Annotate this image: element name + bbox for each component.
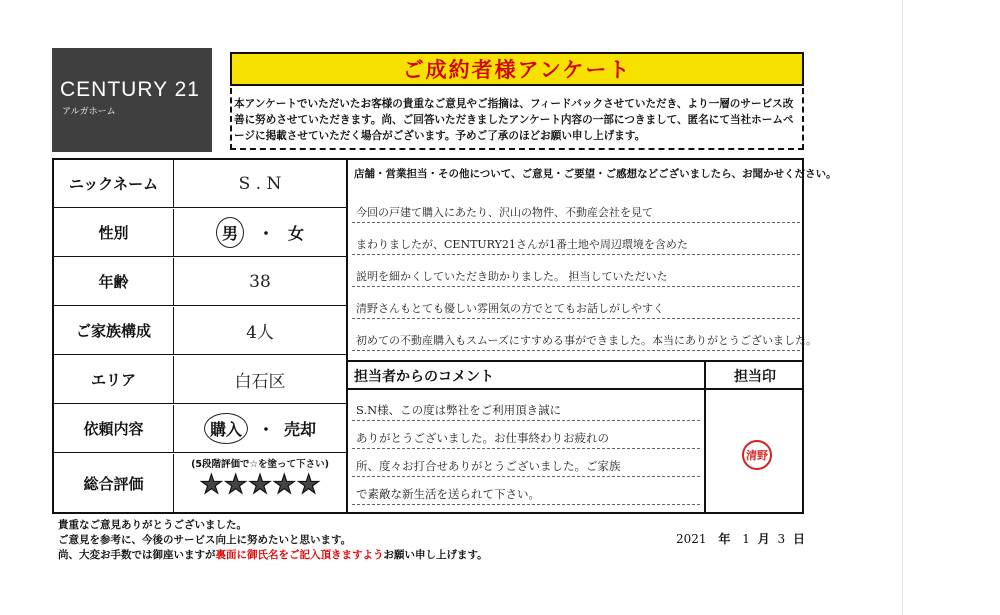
footer-line-3a: 尚、大変お手数では御座いますが bbox=[58, 549, 216, 561]
request-options bbox=[174, 405, 346, 452]
comment-ruled-line bbox=[352, 448, 700, 449]
staff-comment-heading: 担当者からのコメント bbox=[354, 369, 494, 385]
date-month-unit: 月 bbox=[757, 532, 770, 546]
feedback-ruled-line bbox=[352, 222, 800, 223]
footer-line-3 bbox=[58, 548, 488, 563]
rating-cell bbox=[174, 454, 346, 514]
footer-line-3b: お願い申し上げます。 bbox=[383, 549, 488, 561]
feedback-ruled-line bbox=[352, 286, 800, 287]
rating-star-icon: ★ bbox=[248, 470, 272, 500]
page-edge-line bbox=[902, 0, 903, 615]
comment-line: で素敵な新生活を送られて下さい。 bbox=[356, 487, 540, 501]
feedback-line: 今回の戸建て購入にあたり、沢山の物件、不動産会社を見て bbox=[356, 206, 653, 219]
date-month: 1 bbox=[742, 532, 750, 546]
feedback-ruled-line bbox=[352, 350, 800, 351]
row-family bbox=[54, 307, 346, 355]
row-area bbox=[54, 356, 346, 404]
gender-options bbox=[174, 209, 346, 256]
row-age bbox=[54, 258, 346, 306]
rating-star-icon: ★ bbox=[272, 470, 296, 500]
date-day-unit: 日 bbox=[793, 532, 806, 546]
gender-separator: ・ bbox=[257, 224, 274, 243]
gender-label: 性別 bbox=[54, 209, 174, 256]
survey-date bbox=[676, 530, 809, 547]
footer-line-2: ご意見を参考に、今後のサービス向上に努めたいと思います。 bbox=[58, 534, 352, 546]
footer-line-1: 貴重なご意見ありがとうございました。 bbox=[58, 519, 247, 531]
logo-brand-text: CENTURY 21 bbox=[60, 78, 200, 101]
comment-ruled-line bbox=[352, 476, 700, 477]
rating-hint: (5段階評価で☆を塗って下さい) bbox=[191, 459, 329, 470]
survey-title: ご成約者様アンケート bbox=[402, 58, 632, 82]
rating-star-icon: ★ bbox=[224, 470, 248, 500]
intro-text: 本アンケートでいただいたお客様の貴重なご意見やご指摘は、フィードバックさせていただき、より一層のサービス改善に努めさせていただきます。尚、ご回答いただきましたアンケート内容の一部につきまして、匿名にて当社ホームページに掲載させていただく場合がございます。予めご了承のほどお願い申し上げます。 bbox=[234, 98, 794, 142]
comment-ruled-line bbox=[352, 420, 700, 421]
feedback-heading: 店舗・営業担当・その他について、ご意見・ご要望・ご感想などございましたら、お聞かせください。 bbox=[354, 168, 837, 180]
gender-male-option: 男 bbox=[216, 217, 244, 248]
request-label: 依頼内容 bbox=[54, 405, 174, 452]
request-buy-option: 購入 bbox=[204, 413, 248, 444]
family-value: 4人 bbox=[246, 323, 274, 343]
family-label: ご家族構成 bbox=[54, 307, 174, 354]
rating-stars bbox=[200, 472, 321, 498]
logo-sub-text: アルガホーム bbox=[62, 107, 116, 117]
feedback-ruled-line bbox=[352, 254, 800, 255]
comment-heading-rule bbox=[348, 388, 704, 390]
date-day: 3 bbox=[777, 532, 786, 546]
footer-note bbox=[58, 518, 488, 563]
comment-line: ありがとうございました。お仕事終わりお疲れの bbox=[356, 431, 609, 445]
nickname-value: S . N bbox=[238, 173, 282, 194]
rating-star-icon: ★ bbox=[199, 470, 224, 500]
comment-line: 所、度々お打合せありがとうございました。ご家族 bbox=[356, 459, 621, 473]
feedback-ruled-line bbox=[352, 318, 800, 319]
request-sell-option: 売却 bbox=[284, 420, 317, 439]
row-gender bbox=[54, 209, 346, 257]
feedback-line: 説明を細かくしていただき助かりました。 担当していただいた bbox=[356, 270, 668, 283]
request-separator: ・ bbox=[257, 420, 274, 439]
age-label: 年齢 bbox=[54, 258, 174, 305]
row-rating bbox=[54, 454, 346, 512]
comment-line: S.N様、この度は弊社をご利用頂き誠に bbox=[356, 403, 562, 417]
feedback-line: まわりましたが、CENTURY21さんが1番土地や周辺環境を含めた bbox=[356, 238, 688, 251]
rating-label: 総合評価 bbox=[54, 454, 174, 512]
date-year-unit: 年 bbox=[718, 532, 731, 546]
age-value: 38 bbox=[249, 271, 271, 292]
survey-form-table bbox=[52, 158, 348, 514]
gender-female-option: 女 bbox=[288, 224, 305, 243]
staff-seal-stamp: 清野 bbox=[742, 440, 772, 470]
seal-heading-rule bbox=[706, 388, 804, 390]
nickname-label: ニックネーム bbox=[54, 160, 174, 207]
staff-seal-heading: 担当印 bbox=[734, 369, 776, 385]
area-value: 白石区 bbox=[234, 372, 286, 392]
feedback-line: 清野さんもとても優しい雰囲気の方でとてもお話しがしやすく bbox=[356, 302, 664, 315]
comment-ruled-line bbox=[352, 504, 700, 505]
survey-title-bar bbox=[230, 52, 804, 86]
footer-line-3-red: 裏面に御氏名をご記入頂きますよう bbox=[215, 549, 384, 561]
row-request bbox=[54, 405, 346, 453]
area-label: エリア bbox=[54, 356, 174, 403]
row-nickname bbox=[54, 160, 346, 208]
date-year: 2021 bbox=[676, 532, 707, 546]
rating-star-icon: ★ bbox=[296, 470, 321, 500]
feedback-line: 初めての不動産購入もスムーズにすすめる事ができました。本当にありがとうございました。 bbox=[356, 334, 818, 347]
